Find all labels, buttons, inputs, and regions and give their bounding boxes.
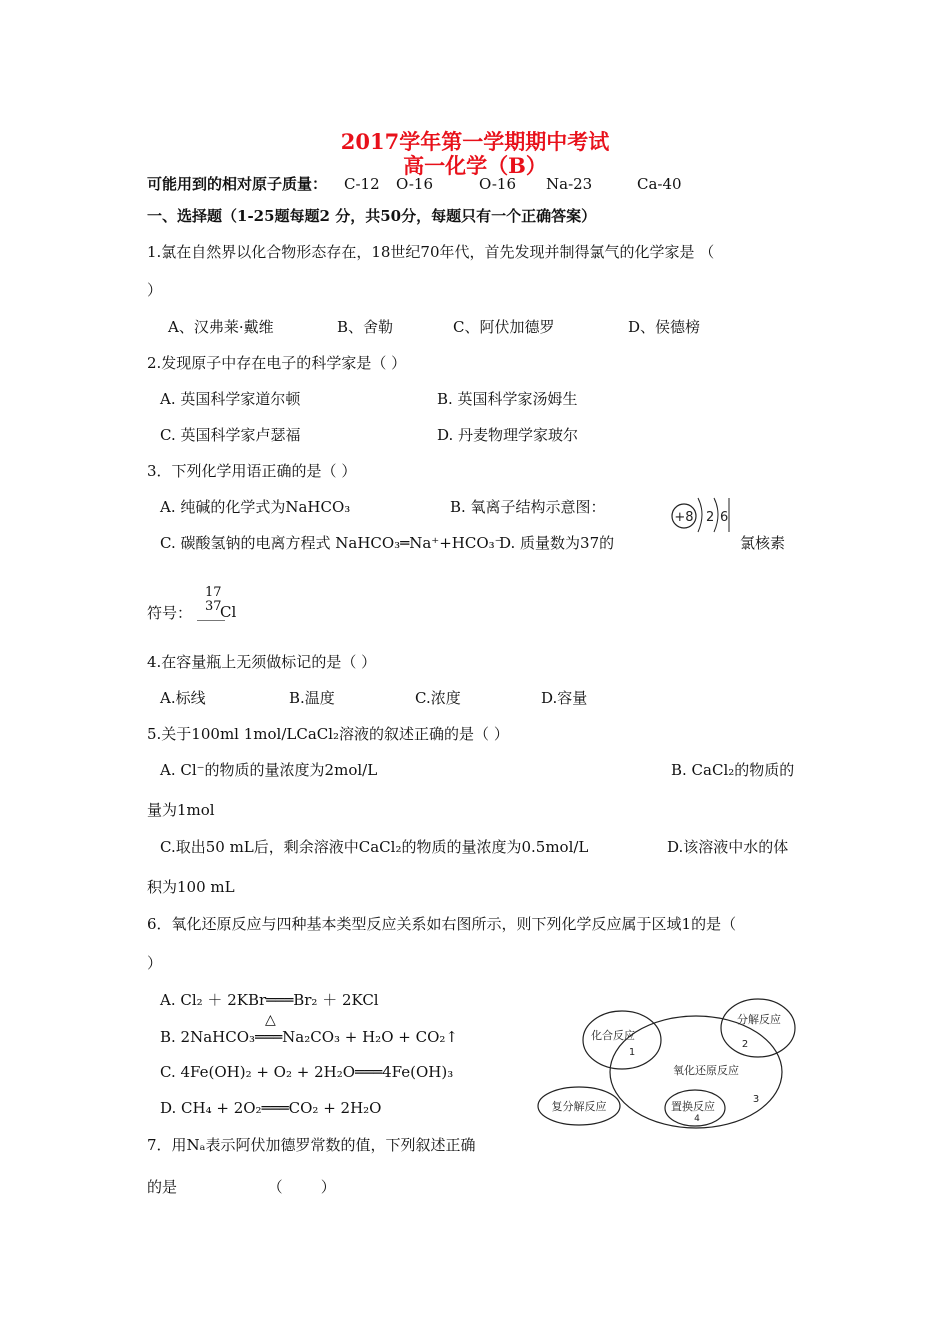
q2-option-c: C. 英国科学家卢瑟福 [160, 426, 301, 444]
q4-option-b: B.温度 [289, 689, 335, 707]
q5-option-c: C.取出50 mL后，剩余溶液中CaCl₂的物质的量浓度为0.5mol/L [160, 838, 589, 856]
q3-option-d: D. 质量数为37的 [499, 534, 615, 552]
q3-stem: 3．下列化学用语正确的是（ ） [147, 462, 357, 480]
q6-option-d: D. CH₄ + 2O₂═══CO₂ + 2H₂O [160, 1099, 382, 1117]
q1-option-b: B、舍勒 [337, 318, 394, 336]
q4-stem: 4.在容量瓶上无须做标记的是（ ） [147, 653, 377, 671]
double-displacement-label: 复分解反应 [551, 1100, 607, 1113]
q2-stem: 2.发现原子中存在电子的科学家是（ ） [147, 354, 407, 372]
region-4-label: 4 [694, 1114, 700, 1124]
q4-option-c: C.浓度 [415, 689, 461, 707]
region-2-label: 2 [741, 1039, 749, 1050]
displacement-label: 置换反应 [671, 1100, 715, 1113]
combination-label: 化合反应 [591, 1029, 635, 1042]
q5-option-b-cont: 量为1mol [147, 801, 215, 819]
atomic-masses-label: 可能用到的相对原子质量： [147, 175, 328, 193]
q1-option-c: C、阿伏加德罗 [453, 318, 555, 336]
q3-symbol-label: 符号： [147, 604, 193, 622]
q1-stem-end: ） [147, 281, 163, 299]
nuclide-underline [197, 620, 225, 621]
page-subtitle: 高一化学（B） [403, 153, 547, 178]
q3-option-a: A. 纯碱的化学式为NaHCO₃ [160, 498, 351, 516]
q5-option-d: D.该溶液中水的体 [667, 838, 789, 856]
q5-option-b: B. CaCl₂的物质的 [671, 761, 795, 779]
q3-option-d-tail: 氯核素 [740, 534, 786, 552]
q1-stem: 1.氯在自然界以化合物形态存在，18世纪70年代，首先发现并制得氯气的化学家是 （ [147, 243, 715, 261]
nuclide-mass-number: 37 [205, 599, 222, 614]
atomic-mass-item: Ca-40 [637, 175, 682, 193]
ion-nucleus-charge: +8 [674, 510, 694, 525]
reaction-type-diagram [535, 996, 805, 1136]
nuclide-element: Cl [220, 603, 237, 621]
q4-option-a: A.标线 [160, 689, 206, 707]
atomic-mass-item: Na-23 [546, 175, 593, 193]
q5-option-a: A. Cl⁻的物质的量浓度为2mol/L [160, 761, 378, 779]
q1-option-a: A、汉弗莱·戴维 [168, 318, 274, 336]
region-1-label: 1 [628, 1047, 636, 1058]
region-3-label: 3 [752, 1094, 760, 1105]
q6-option-a: A. Cl₂ ＋ 2KBr═══Br₂ ＋ 2KCl [160, 991, 379, 1009]
page-title: 2017学年第一学期期中考试 [340, 129, 610, 154]
chlorine-nuclide-symbol [197, 585, 237, 625]
q3-option-c: C. 碳酸氢钠的电离方程式 NaHCO₃═Na⁺+HCO₃⁻ [160, 534, 503, 552]
q6-stem: 6．氧化还原反应与四种基本类型反应关系如右图所示，则下列化学反应属于区域1的是（ [147, 915, 737, 933]
q2-option-d: D. 丹麦物理学家玻尔 [437, 426, 579, 444]
nuclide-atomic-number: 17 [205, 585, 222, 600]
q2-option-a: A. 英国科学家道尔顿 [160, 390, 301, 408]
ion-shell2-electrons: 6 [720, 510, 729, 525]
q7-stem-cont: 的是 （ ） [147, 1178, 336, 1196]
q6-option-b: B. 2NaHCO₃═══Na₂CO₃ + H₂O + CO₂↑ [160, 1028, 458, 1046]
q1-option-d: D、侯德榜 [628, 318, 701, 336]
heat-condition-symbol: △ [265, 1012, 276, 1028]
q3-option-b: B. 氧离子结构示意图： [450, 498, 606, 516]
oxygen-ion-structure-diagram [668, 494, 732, 534]
q7-stem: 7．用Nₐ表示阿伏加德罗常数的值，下列叙述正确 [147, 1136, 476, 1154]
atomic-masses-line [147, 174, 327, 194]
q6-option-c: C. 4Fe(OH)₂ + O₂ + 2H₂O═══4Fe(OH)₃ [160, 1063, 454, 1081]
q5-option-d-cont: 积为100 mL [147, 878, 235, 896]
decomposition-ellipse [721, 999, 795, 1057]
q4-option-d: D.容量 [541, 689, 588, 707]
atomic-mass-item: O-16 [479, 175, 517, 193]
decomposition-label: 分解反应 [737, 1013, 781, 1026]
q2-option-b: B. 英国科学家汤姆生 [437, 390, 578, 408]
q6-stem-end: ） [147, 954, 163, 972]
ion-shell1-electrons: 2 [706, 510, 715, 525]
atomic-mass-item: C-12 [344, 175, 380, 193]
section-heading: 一、选择题（1-25题每题2 分，共50分，每题只有一个正确答案） [147, 207, 597, 225]
atomic-mass-item: O-16 [396, 175, 434, 193]
redox-label: 氧化还原反应 [673, 1064, 739, 1077]
q5-stem: 5.关于100ml 1mol/LCaCl₂溶液的叙述正确的是（ ） [147, 725, 509, 743]
